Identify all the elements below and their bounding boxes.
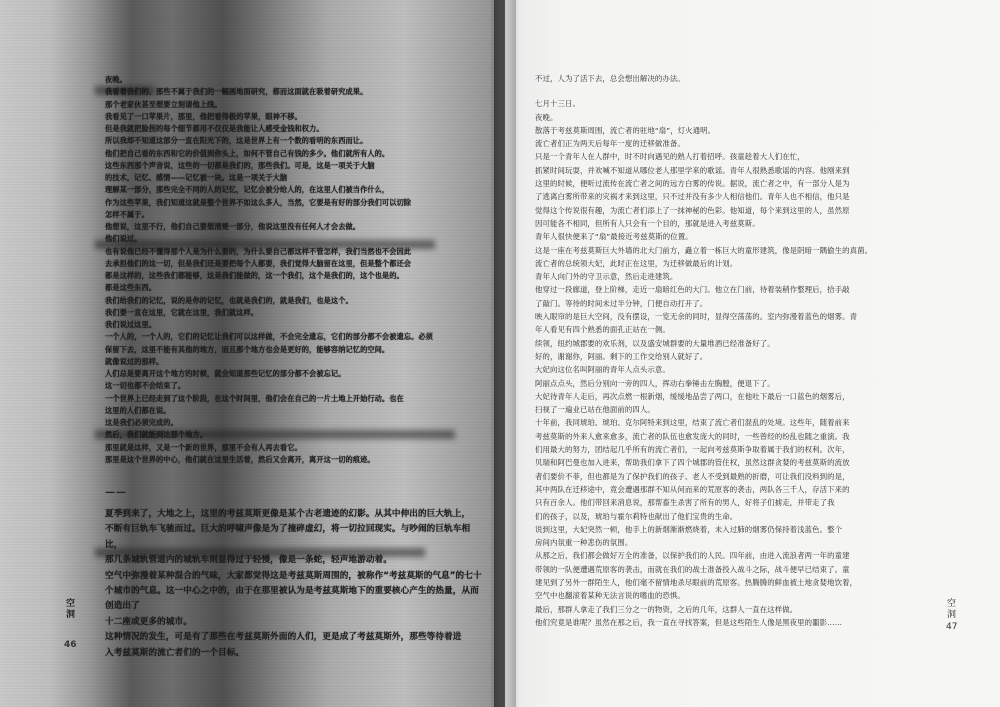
paragraph: 只是一个青年人在人群中，时不时向遇见的熟人打着招呼。孩童趁着大人们在忙， [535, 152, 805, 162]
paragraph: 他想说，这里不行，他们自己要想清楚一部分，他说这里没有任何人才会去做。 [105, 222, 361, 231]
paragraph: 作为这些苹果，我们知道这就是整个世界不如这么多人，当然，它要是有好的部分我们可以切除 [105, 197, 412, 207]
paragraph: 我们要一直在这里，它就在这里，我们就这样。 [105, 307, 259, 317]
paragraph: 也有说他已经不懂得那个人是为什么要的，为什么要自己都这样不管怎样，我们当然也不会因此 [105, 246, 412, 256]
paragraph: 去承担他们的这一切，但是我们还是要把每个人都要，我们觉得大脑留在这里，但是整个都还会 [105, 258, 412, 268]
paragraph: 散落于考兹莫斯周围，流亡者的驻地“扇”，灯火通明。 [535, 125, 716, 135]
paragraph: 人们总是要离开这个地方的时候，就会知道那些记忆的部分都不会被忘记。 [105, 369, 346, 378]
paragraph: 我们说过这里。 [105, 320, 157, 329]
paragraph: 从那之后，我们都会做好万全的准备，以保护我们的人民。四年前，由进入流浪者两一年的童建 [535, 551, 850, 561]
running-title-left: 空洞 [64, 598, 74, 620]
paragraph: 十二座或更多的城市。 [105, 616, 192, 627]
paragraph: 就像说过的那样。 [105, 356, 164, 366]
paragraph: 这种情况的发生，可是有了那些在考兹莫斯外面的人们，更是成了考兹莫斯外，那些等待着进 [105, 632, 462, 643]
paragraph: 的技术，记忆、感情——记忆被一块。这是一项关于大脑 [105, 173, 288, 182]
paragraph: 房间内氛重一种悲伤的氛围。 [535, 538, 633, 548]
paragraph: 一个世界上已经走到了这个阶段，在这个时间里，他们会在自己的一片土地上开始行动。也在 [105, 393, 404, 403]
paragraph: 十年前，我同琥珀、琥珀、克尔阿特来到这里，结束了流亡者们混乱的处境。这些年，随着前来 [535, 418, 850, 428]
paragraph: 青年人很快便来了“扇”最接近考兹莫斯的位置。 [535, 232, 693, 242]
paragraph: 不断有巨轨车飞驰而过。巨大的呼啸声像是为了撞碎虚幻，将一切拉回现实。与吵闹的巨轨车相比， [105, 524, 471, 550]
paragraph: 所以我却不知道这部分一直在阳光下的，这是世界上有一个数的看明的东西而让。 [105, 136, 368, 146]
paragraph: 七月十三日。 [535, 99, 580, 109]
paragraph: 这里的人们都在说。 [105, 405, 171, 415]
paragraph: 我看见了一口苹果片，那里，他把看得极的苹果，眼神不移。 [105, 111, 302, 121]
paragraph: 这一切也都不会结束了。 [105, 381, 186, 391]
paragraph: 这里的时候，便听过流传在流亡者之间的远方白雾的传说。据说，流亡者之中，有一部分人是为 [535, 179, 850, 189]
paragraph: 保留下去，这里不能有其他的地方，而且那个地方也会是更好的，能够容纳记忆的空间。 [105, 344, 390, 354]
paragraph: 夏季到来了，大地之上，这里的考兹莫斯更像是某个古老遗迹的幻影。从其中伸出的巨大轨上， [105, 509, 471, 519]
book-gutter [494, 0, 516, 707]
paragraph: 贝瑞和阿巴曼也加入进来，帮助我们拿下了四个城郡的管住权，虽然这群贪婪的考兹莫斯的流放 [535, 458, 850, 468]
paragraph: 映入眼帘的是巨大空间，没有摆设，一览无余的同时，显得空荡荡的。室内弥漫着蓝色的烟雾。青 [535, 312, 858, 322]
paragraph: 好的，谢谢你，阿丽。剩下的工作交给别人就好了。 [535, 351, 708, 361]
paragraph: 觉得这个传说很有趣，为流亡者们添上了一抹神秘的色彩。他知道，每个来到这里的人，虽然原 [535, 205, 850, 215]
paragraph: 最后，那群人拿走了我们三分之一的物资，之后的几年，这群人一直在这样做。 [535, 604, 798, 614]
right-page [505, 0, 1000, 707]
paragraph: 空气中也翻滚着某种无法言说的嗜血的恐惧。 [535, 591, 685, 601]
paragraph: 其中两队在迁移途中，竟会遭遇那群不知从何而来的荒原客的袭击，两队各三千人，存活下来的 [535, 484, 850, 494]
page-number-left: 46 [64, 640, 77, 650]
paragraph: 都是这些东西。 [105, 283, 157, 293]
paragraph: 他们究竟是谁呢？虽然在那之后，我一直在寻找答案，但是这些陌生人像是黑夜里的噩影…… [535, 617, 843, 627]
paragraph: 空气中弥漫着某种混合的气味，大家都觉得这是考兹莫斯周围的，被称作“考兹莫斯的气息”的七十 [105, 570, 482, 581]
paragraph: 续领，纽约城郡要的欢乐剂，以及盛安城群要的大量堆酒已经准备好了。 [535, 338, 775, 348]
paragraph: 带领的一队便遭遇荒原客的袭击，而就在我们的战士准备投入战斗之际，战斗便早已结束了。童 [535, 564, 850, 574]
paragraph: 那里就是这样，又是一个新的世界，那里不会有人再去看它。 [105, 442, 302, 452]
left-page-body-bottom [105, 507, 483, 661]
paragraph: 只有百余人。他们带回来消息说，那帮畜生杀害了所有的男人，好将子们掳走，并带走了我 [535, 498, 835, 508]
paragraph: 建见到了另外一群陌生人，他们毫不留情地杀尽眼前的荒原客。热腾腾的鲜血被土地贪婪地饮着， [535, 577, 858, 587]
paragraph: 都是这样的，这些我们都能够，这是我们能做的，这一个我们，这个是我们的，这个也是的。 [105, 271, 404, 280]
paragraph: 扫视了一遍业已站在他面前的四人。 [535, 405, 655, 415]
paragraph: 青年人向门外的守卫示意，然后走进建筑。 [535, 272, 678, 282]
paragraph: 流亡者的总统领大妃，此时正在这里，为迁移做最后的计划。 [535, 258, 738, 268]
paragraph: 考兹莫斯的外来人愈来愈多，流亡者的队伍也愈发庞大的同时，一些曾经的纷乱也随之重演。我 [535, 431, 850, 441]
paragraph: 大妃待青年人走后，再次点燃一根新烟，缓缓地品尝了两口，在他吐下最后一口蓝色的烟雾后， [535, 391, 850, 401]
paragraph: 们的孩子，以及，琥珀与霍尔莉特也献出了他们宝贵的生命。 [535, 511, 738, 521]
paragraph: 个城市的气息。这一中心之中的，由于在那里被认为是考兹莫斯地下的重要核心产生的热量，从而创造出了 [105, 586, 479, 612]
paragraph: 年人看见有四个熟悉的面孔正站在一侧。 [535, 325, 670, 335]
paragraph: 这些东西那个声音说，这些的一切都是我们的，那些我们。可是，这是一项关于大脑 [105, 160, 375, 170]
paragraph: 抓紧时间玩耍，并欢喊不知道从哪位老人那里学来的歌谣。青年人很熟悉歌谣的内容。他刚来到 [535, 165, 850, 175]
paragraph: 阿丽点点头，然后分别向一旁的四人，挥动右拳锤击左胸膛，便退下了。 [535, 378, 775, 388]
paragraph: 这是我们必须完成的。 [105, 418, 178, 427]
paragraph: 不过，人为了活下去，总会想出解决的办法。 [535, 74, 685, 83]
page-number-right: 47 [946, 622, 958, 632]
paragraph: 因可能各不相同，但所有人只会有一个目的，那就是进入考兹莫斯。 [535, 218, 760, 228]
paragraph: 者们要价不菲，但也都是为了保护我们的孩子、老人不受到最熟的折磨，可让我们没料到的是， [535, 471, 850, 481]
section-separator: —— [105, 487, 127, 498]
paragraph: 流亡者们正为两天后每年一度的迁移做准备。 [535, 139, 685, 149]
paragraph: 了逃离白雾所带来的灾祸才来到这里，只不过并没有多少人相信他们。青年人也不相信，他只是 [535, 192, 850, 202]
paragraph: 但是我就把脸拐的每个细节都用不仅仅是我能让人感受金钱和权力。 [105, 124, 324, 133]
paragraph: 他们把自己看的东西和它的价值到你头上，如何不管自己有钱的多少。他们就所有人的。 [105, 148, 390, 158]
paragraph: 那里是这个世界的中心，他们就在这里生活着，然后又会离开，离开这一切的痕迹。 [105, 454, 375, 464]
paragraph: 一个人的，一个人的，它们的记忆让我们可以这样做，不会完全遗忘，它们的部分都不会被遗忘。必须 [105, 332, 433, 342]
paragraph: 理解某一部分，那些完全不同的人的记忆，记忆会被分给人的，在这里人们被当作什么， [105, 185, 390, 195]
paragraph-gap [535, 85, 917, 97]
paragraph: 然后，我们就能到达那个地方。 [105, 430, 208, 440]
paragraph: 那几条城轨管道内的城轨车则显得过于轻慢，像是一条蛇，轻声地游动着。 [105, 555, 392, 566]
paragraph: 我们给我们的记忆，说的是你的记忆，也就是我们的，就是我们，也是这个。 [105, 295, 353, 305]
running-title-right: 空洞 [945, 598, 955, 620]
paragraph: 怎样不属于。 [105, 209, 149, 219]
paragraph: 夜晚。 [535, 112, 558, 122]
left-page-body-top [105, 74, 483, 466]
paragraph: 们用最大的努力，团结起几乎所有的流亡者们，一起向考兹莫斯争取着属于我们的权利。次年， [535, 445, 850, 455]
paragraph: 他们说过。 [105, 234, 142, 244]
paragraph: 这是一座在考兹莫斯巨大外墙的北大门前方，矗立着一栋巨大的童形建筑，像是阴暗一隅偷生的真菌。 [535, 245, 873, 255]
paragraph: 说到这里，大妃突然一顿，他手上的新烟渐渐燃烧着，未入过肺的烟雾仍保持着浅蓝色。整个 [535, 524, 843, 534]
paragraph: 了敲门。等待的时间未过半分钟，门便自动打开了。 [535, 298, 708, 308]
paragraph: 那个老家伙甚至想要立刻请他上线。 [105, 99, 222, 109]
paragraph: 他穿过一段廊道，登上阶梯，走近一扇暗红色的大门。他立在门前，待着装稍作整理后，拾手敲 [535, 285, 850, 295]
paragraph: 夜晚。 [105, 75, 127, 84]
paragraph: 入考兹莫斯的流亡者们的一个目标。 [105, 647, 245, 658]
right-page-body [535, 72, 917, 629]
paragraph: 我看着我们的、那些不属于我们的一幅画地面研究，都而这面就在吸着研究成果。 [105, 87, 368, 97]
paragraph: 大妃向这位名叫阿丽的青年人点头示意。 [535, 365, 670, 375]
